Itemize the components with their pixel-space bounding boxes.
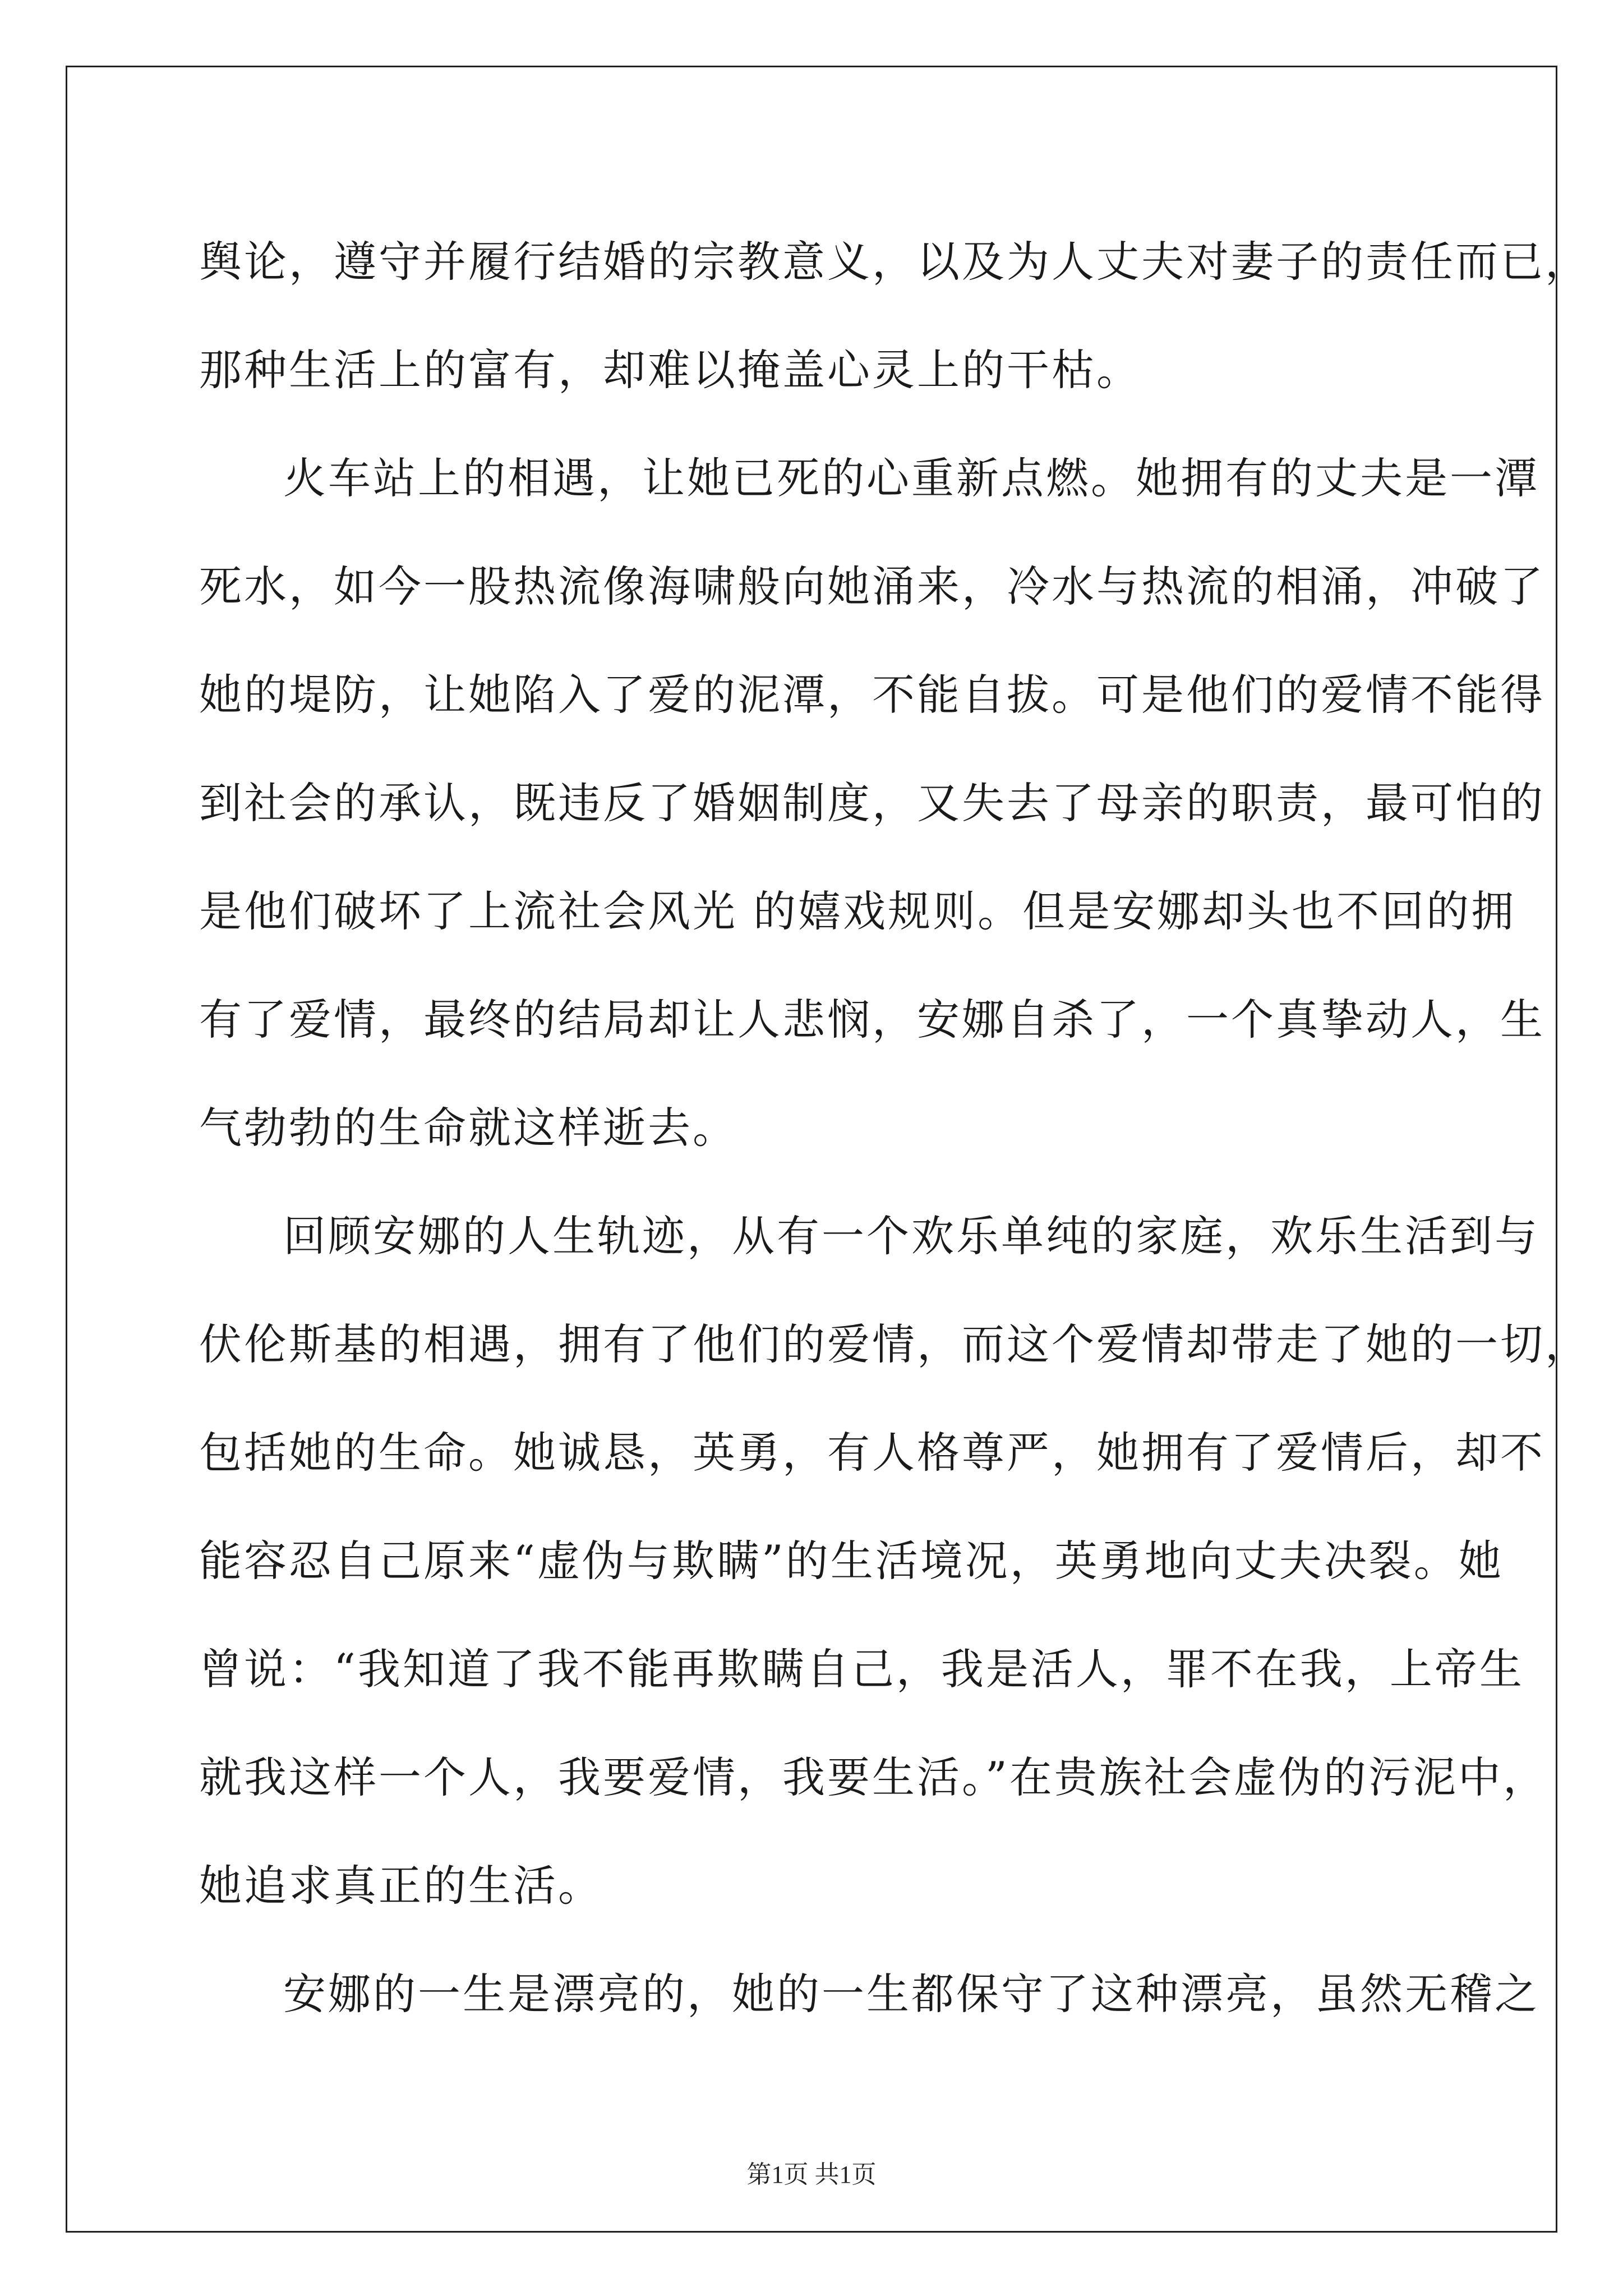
text-line: 她的堤防，让她陷入了爱的泥潭，不能自拔。可是他们的爱情不能得 — [199, 670, 1545, 720]
text-line: 她追求真正的生活。 — [199, 1861, 603, 1911]
text-line: 能容忍自己原来“虚伪与欺瞒”的生活境况，英勇地向丈夫决裂。她 — [199, 1536, 1504, 1586]
text-line: 是他们破坏了上流社会风光 的嬉戏规则。但是安娜却头也不回的拥 — [199, 886, 1516, 936]
paragraph-start-line: 火车站上的相遇，让她已死的心重新点燃。她拥有的丈夫是一潭 — [283, 453, 1539, 503]
text-line: 那种生活上的富有，却难以掩盖心灵上的干枯。 — [199, 345, 1141, 395]
text-line: 死水，如今一股热流像海啸般向她涌来，冷水与热流的相涌，冲破了 — [199, 562, 1545, 611]
text-line: 就我这样一个人，我要爱情，我要生活。”在贵族社会虚伪的污泥中， — [199, 1752, 1548, 1802]
text-line: 舆论，遵守并履行结婚的宗教意义，以及为人丈夫对妻子的责任而已， — [199, 237, 1590, 287]
text-line: 伏伦斯基的相遇，拥有了他们的爱情，而这个爱情却带走了她的一切， — [199, 1319, 1590, 1369]
text-line: 有了爱情，最终的结局却让人悲悯，安娜自杀了，一个真挚动人，生 — [199, 995, 1545, 1045]
text-line: 包括她的生命。她诚恳，英勇，有人格尊严，她拥有了爱情后，却不 — [199, 1428, 1545, 1478]
document-body — [199, 208, 1590, 2048]
text-line: 气勃勃的生命就这样逝去。 — [199, 1103, 737, 1153]
paragraph-start-line: 安娜的一生是漂亮的，她的一生都保守了这种漂亮，虽然无稽之 — [283, 1969, 1539, 2019]
paragraph-start-line: 回顾安娜的人生轨迹，从有一个欢乐单纯的家庭，欢乐生活到与 — [283, 1211, 1539, 1261]
page-number-footer: 第1页 共1页 — [746, 2161, 877, 2188]
text-line: 曾说：“我知道了我不能再欺瞒自己，我是活人，罪不在我，上帝生 — [199, 1644, 1524, 1694]
text-line: 到社会的承认，既违反了婚姻制度，又失去了母亲的职责，最可怕的 — [199, 778, 1545, 828]
